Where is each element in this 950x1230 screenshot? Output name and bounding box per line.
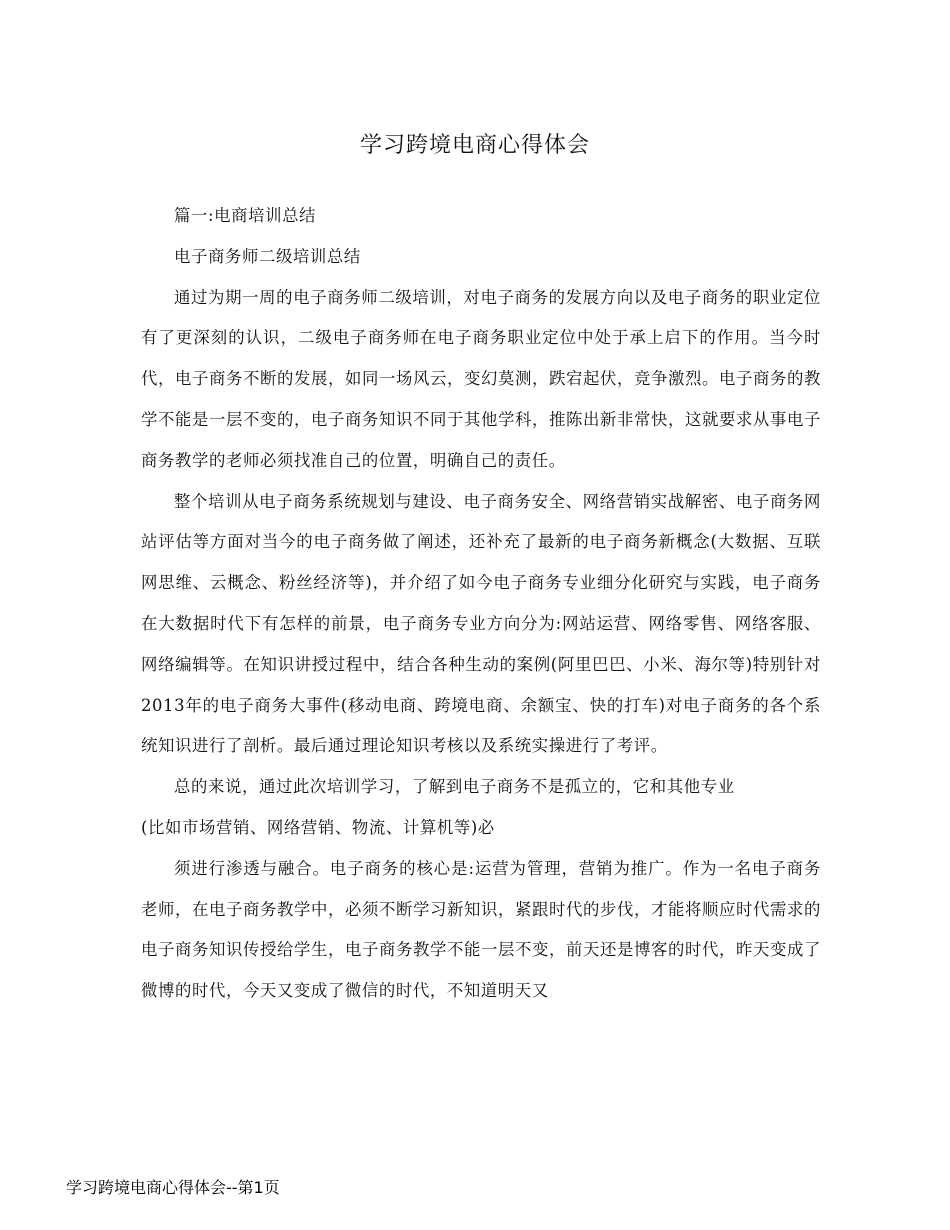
body-paragraph-continuation: (比如市场营销、网络营销、物流、计算机等)必 (141, 817, 495, 837)
section-subheading: 电子商务师二级培训总结 (174, 246, 361, 266)
body-paragraph: 总的来说，通过此次培训学习，了解到电子商务不是孤立的，它和其他专业 (174, 777, 735, 797)
body-paragraph: 须进行渗透与融合。电子商务的核心是:运营为管理，营销为推广。作为一名电子商务老师，在电子商务教学中，必须不断学习新知识，紧跟时代的步伐，才能将顺应时代需求的电子商务知识传授给学生，电子商务教学不能一层不变，前天还是博客的时代，昨天变成了微博的时代，今天又变成了微信的时代，不知道明天又 (141, 858, 821, 1001)
page-footer: 学习跨境电商心得体会--第1页 (66, 1178, 280, 1197)
section-heading: 篇一:电商培训总结 (174, 206, 317, 225)
document-body (141, 196, 821, 1012)
body-paragraph: 整个培训从电子商务系统规划与建设、电子商务安全、网络营销实战解密、电子商务网站评估等方面对当今的电子商务做了阐述，还补充了最新的电子商务新概念(大数据、互联网思维、云概念、粉丝经济等)，并介绍了如今电子商务专业细分化研究与实践，电子商务在大数据时代下有怎样的前景，电子商务专业方向分为:网站运营、网络零售、网络客服、网络编辑等。在知识讲授过程中，结合各种生动的案例(阿里巴巴、小米、海尔等)特别针对2013年的电子商务大事件(移动电商、跨境电商、余额宝、快的打车)对电子商务的各个系统知识进行了剖析。最后通过理论知识考核以及系统实操进行了考评。 (141, 491, 821, 756)
document-title: 学习跨境电商心得体会 (359, 133, 590, 158)
body-paragraph: 通过为期一周的电子商务师二级培训，对电子商务的发展方向以及电子商务的职业定位有了更深刻的认识，二级电子商务师在电子商务职业定位中处于承上启下的作用。当今时代，电子商务不断的发展，如同一场风云，变幻莫测，跌宕起伏，竞争激烈。电子商务的教学不能是一层不变的，电子商务知识不同于其他学科，推陈出新非常快，这就要求从事电子商务教学的老师必须找准自己的位置，明确自己的责任。 (141, 287, 821, 470)
